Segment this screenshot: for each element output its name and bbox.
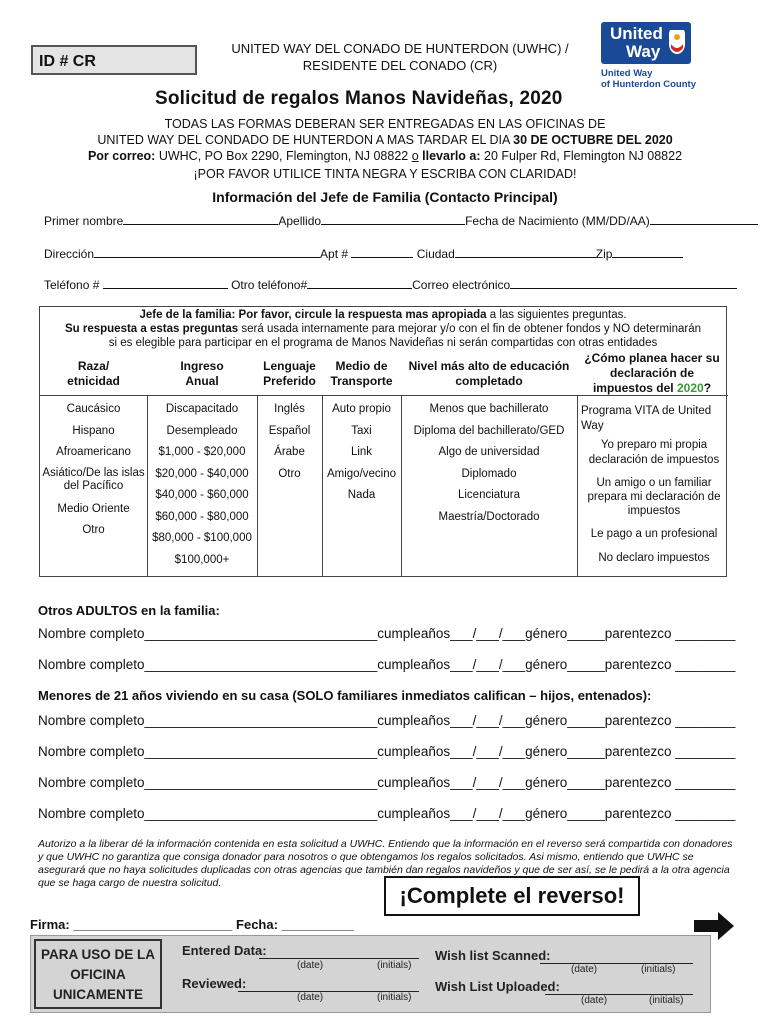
language-header — [257, 359, 322, 389]
minor-bday: cumpleaños___/___/___ — [377, 744, 526, 759]
taxes-option[interactable] — [581, 404, 727, 434]
education-header — [401, 359, 577, 389]
survey-intro-bold-2: Su respuesta a estas preguntas — [64, 323, 239, 335]
language-option[interactable]: Inglés — [274, 403, 305, 415]
adults-title: Otros ADULTOS en la familia: — [38, 603, 220, 618]
adult-rel: parentezco ________ — [604, 626, 736, 641]
minor-gender: género_____ — [525, 806, 605, 821]
address-label: Dirección — [44, 247, 95, 261]
col-divider — [577, 395, 578, 577]
logo-sub-1: United Way — [601, 68, 653, 79]
transport-header-1: Medio de — [335, 359, 388, 373]
minor-row[interactable] — [38, 744, 735, 759]
logo-sub-2: of Hunterdon County — [601, 79, 696, 90]
other-phone-field[interactable] — [307, 277, 412, 289]
adult-row[interactable] — [38, 626, 735, 641]
reviewed-date-caption: (date) — [297, 992, 324, 1003]
adult-row[interactable] — [38, 657, 735, 672]
taxes-option-part: Un amigo o un familiar — [596, 477, 712, 489]
logo-word-1: United — [610, 24, 663, 43]
entered-data-line[interactable] — [259, 944, 419, 959]
reviewed-label: Reviewed: — [182, 976, 247, 991]
name-row — [44, 213, 758, 228]
phone-row — [44, 277, 737, 292]
income-option[interactable]: $100,000+ — [174, 553, 230, 566]
instr-line-2 — [40, 132, 730, 148]
education-header-1: Nivel más alto de educación — [408, 359, 570, 373]
survey-intro-bold-1: Jefe de la familia: Por favor, circule la respuesta mas apropiada — [139, 309, 487, 321]
signature-field[interactable]: Firma: ______________________ — [30, 917, 233, 932]
page-title: Solicitud de regalos Manos Navideñas, 2020 — [155, 88, 563, 109]
address-row — [44, 246, 683, 261]
minor-name: Nombre completo_______________________________ — [38, 744, 378, 759]
mail-label: Por correo: — [87, 149, 156, 163]
minor-bday: cumpleaños___/___/___ — [377, 713, 526, 728]
income-options — [147, 399, 257, 571]
transport-options — [322, 399, 401, 507]
minor-row[interactable] — [38, 806, 735, 821]
adult-rel: parentezco ________ — [604, 657, 736, 672]
education-option[interactable]: Algo de universidad — [438, 446, 540, 458]
taxes-year: 2020 — [676, 381, 704, 395]
taxes-option-part: prepara mi declaración de — [587, 491, 721, 503]
race-header-2: etnicidad — [67, 374, 120, 388]
minor-bday: cumpleaños___/___/___ — [377, 806, 526, 821]
instr-line-3 — [40, 148, 730, 164]
mail-text: UWHC, PO Box 2290, Flemington, NJ 08822 — [155, 149, 412, 163]
adult-name: Nombre completo_______________________________ — [38, 626, 378, 641]
race-option[interactable]: Hispano — [72, 424, 115, 437]
transport-option[interactable]: Amigo/vecino — [326, 467, 397, 480]
hand-sun-icon — [667, 30, 687, 56]
minor-rel: parentezco ________ — [604, 806, 736, 821]
id-label: ID # CR — [39, 53, 96, 70]
other-phone-label: Otro teléfono# — [231, 278, 308, 292]
education-options — [401, 399, 577, 528]
survey-intro-1 — [40, 308, 726, 323]
entered-data-label: Entered Data: — [182, 943, 267, 958]
phone-field[interactable] — [103, 277, 228, 289]
first-name-field[interactable] — [123, 213, 278, 225]
race-option[interactable]: Otro — [82, 524, 105, 536]
race-option[interactable]: Medio Oriente — [57, 502, 130, 515]
last-name-label: Apellido — [278, 214, 322, 228]
survey-intro-rest-1: a las siguientes preguntas. — [486, 309, 627, 321]
race-option-part: Asiático/De las islas — [42, 466, 145, 479]
language-option[interactable]: Árabe — [274, 446, 305, 458]
uploaded-initials-caption: (initials) — [649, 995, 684, 1006]
survey-intro-2 — [40, 322, 726, 337]
minor-name: Nombre completo_______________________________ — [38, 713, 378, 728]
minor-bday: cumpleaños___/___/___ — [377, 775, 526, 790]
email-label: Correo electrónico — [412, 278, 511, 292]
address-field[interactable] — [94, 246, 320, 258]
email-field[interactable] — [510, 277, 737, 289]
entered-date-caption: (date) — [297, 960, 324, 971]
language-option[interactable]: Otro — [278, 467, 301, 480]
transport-header-2: Transporte — [330, 374, 393, 388]
survey-intro-3: si es elegible para participar en el programa de Manos Navideñas ni serán compartidas con otras entidades — [108, 337, 658, 349]
taxes-option-part: Yo preparo mi propia — [600, 439, 708, 451]
org-line-2: RESIDENTE DEL CONADO (CR) — [302, 58, 498, 73]
income-option[interactable]: $80,000 - $100,000 — [152, 532, 252, 544]
entered-initials-caption: (initials) — [377, 960, 412, 971]
instr-prefix: UNITED WAY DEL CONDADO DE HUNTERDON A MAS TARDAR EL DIA — [97, 133, 514, 147]
reviewed-initials-caption: (initials) — [377, 992, 412, 1003]
minor-gender: género_____ — [525, 744, 605, 759]
taxes-header — [577, 351, 727, 396]
income-option[interactable]: Discapacitado — [165, 403, 239, 415]
taxes-options — [581, 404, 727, 566]
instr-line-1: TODAS LAS FORMAS DEBERAN SER ENTREGADAS EN LAS OFICINAS DE — [164, 117, 606, 131]
survey-intro-rest-2: será usada internamente para mejorar y/o con el fin de obtener fondos y NO determinarán — [238, 323, 702, 335]
income-header — [147, 359, 257, 389]
deliver-label: llevarlo a: — [422, 149, 481, 163]
adult-bday: cumpleaños___/___/___ — [377, 626, 526, 641]
adult-gender: género_____ — [525, 657, 605, 672]
race-option[interactable]: Caucásico — [66, 403, 121, 415]
wishlist-scanned-line[interactable] — [540, 949, 693, 964]
language-options — [257, 399, 322, 485]
demographics-survey — [39, 306, 727, 577]
head-of-family-title: Información del Jefe de Familia (Contacto Principal) — [212, 189, 558, 205]
minor-name: Nombre completo_______________________________ — [38, 806, 378, 821]
income-option[interactable]: $1,000 - $20,000 — [158, 446, 246, 458]
language-header-2: Preferido — [263, 374, 316, 388]
united-way-logo — [597, 22, 697, 92]
taxes-header-1: ¿Cómo planea hacer su — [584, 351, 720, 365]
office-label-1: PARA USO DE LA — [40, 947, 155, 962]
office-use-label — [34, 939, 162, 1009]
office-use-box — [30, 935, 711, 1013]
city-field[interactable] — [455, 246, 596, 258]
last-name-field[interactable] — [321, 213, 465, 225]
signature-row — [30, 917, 354, 932]
taxes-option[interactable] — [581, 438, 727, 468]
race-option[interactable]: Afroamericano — [56, 446, 131, 458]
adult-name: Nombre completo_______________________________ — [38, 657, 378, 672]
first-name-label: Primer nombre — [44, 214, 124, 228]
office-label-2: OFICINA — [70, 967, 126, 982]
org-header — [210, 40, 590, 74]
wishlist-uploaded-label: Wish List Uploaded: — [435, 979, 560, 994]
race-header-1: Raza/ — [77, 359, 110, 373]
adult-bday: cumpleaños___/___/___ — [377, 657, 526, 672]
transport-option[interactable]: Link — [350, 446, 373, 458]
deliver-text: 20 Fulper Rd, Flemington NJ 08822 — [480, 149, 683, 163]
taxes-header-3-text: impuestos del — [592, 381, 677, 395]
date-field[interactable]: Fecha: __________ — [236, 917, 354, 932]
education-option[interactable]: Maestría/Doctorado — [438, 510, 540, 523]
income-option[interactable]: $40,000 - $60,000 — [155, 489, 249, 501]
org-line-1: UNITED WAY DEL CONADO DE HUNTERDON (UWHC) / — [231, 41, 569, 56]
transport-option[interactable]: Taxi — [351, 424, 372, 437]
minor-rel: parentezco ________ — [604, 775, 736, 790]
minors-title: Menores de 21 años viviendo en su casa (SOLO familiares inmediatos califican – hijos, entenados): — [38, 688, 652, 703]
authorization-text: Autorizo a la liberar dé la información contenida en esta solicitud a UWHC. Entiendo que la información en el reverso será compartida con donadores y que UWHC no garantiza que consiga donador para nosotros o que obtengamos los regalos solicitados. Asi mismo, entiendo que UWHC se asegurará que no haya solicitudes duplicadas con otras agencias que también dan regalos navideños y que de ser así, se le pedirá a la otra agencia que se haga cargo de nuestra solicitud. — [38, 838, 733, 889]
minor-name: Nombre completo_______________________________ — [38, 775, 378, 790]
uploaded-date-caption: (date) — [581, 995, 608, 1006]
phone-label: Teléfono # — [44, 278, 100, 292]
ink-note: ¡POR FAVOR UTILICE TINTA NEGRA Y ESCRIBA CON CLARIDAD! — [193, 167, 577, 181]
minor-rel: parentezco ________ — [604, 744, 736, 759]
race-option-part: del Pacífico — [63, 479, 124, 492]
zip-field[interactable] — [612, 246, 683, 258]
taxes-header-3 — [577, 381, 727, 396]
taxes-option-part: Programa VITA de United — [581, 405, 712, 417]
education-option[interactable]: Menos que bachillerato — [429, 403, 549, 415]
taxes-header-end: ? — [703, 381, 712, 395]
income-header-2: Anual — [185, 374, 219, 388]
scanned-initials-caption: (initials) — [641, 964, 676, 975]
complete-reverse-banner: ¡Complete el reverso! — [384, 876, 640, 916]
education-option[interactable]: Diploma del bachillerato/GED — [413, 424, 565, 437]
minor-row[interactable] — [38, 775, 735, 790]
race-header — [40, 359, 147, 389]
education-option[interactable]: Diplomado — [461, 467, 517, 480]
minor-row[interactable] — [38, 713, 735, 728]
office-label-3: UNICAMENTE — [53, 987, 143, 1002]
transport-option[interactable]: Nada — [347, 489, 376, 501]
minor-gender: género_____ — [525, 775, 605, 790]
taxes-option[interactable] — [581, 476, 727, 518]
dob-field[interactable] — [650, 213, 758, 225]
education-option[interactable]: Licenciatura — [457, 489, 520, 501]
income-header-1: Ingreso — [180, 359, 224, 373]
taxes-option-part: declaración de impuestos — [588, 454, 720, 466]
scanned-date-caption: (date) — [571, 964, 598, 975]
wishlist-scanned-label: Wish list Scanned: — [435, 948, 551, 963]
id-box[interactable] — [31, 45, 197, 75]
taxes-option-part: Way — [581, 420, 604, 432]
income-option[interactable]: Desempleado — [166, 424, 238, 437]
reviewed-line[interactable] — [238, 977, 419, 992]
or-text: o — [411, 149, 419, 163]
wishlist-uploaded-line[interactable] — [545, 980, 693, 995]
taxes-option-part: impuestos — [627, 505, 681, 517]
apt-label: Apt # — [320, 247, 349, 261]
race-options — [40, 399, 147, 542]
language-option[interactable]: Español — [268, 424, 311, 437]
adult-gender: género_____ — [525, 626, 605, 641]
dob-label: Fecha de Nacimiento (MM/DD/AA) — [465, 214, 650, 228]
minor-gender: género_____ — [525, 713, 605, 728]
taxes-option[interactable]: No declaro impuestos — [598, 552, 710, 564]
logo-subtitle — [601, 68, 696, 90]
zip-label: Zip — [595, 247, 613, 261]
race-option[interactable] — [40, 464, 147, 493]
minor-rel: parentezco ________ — [604, 713, 736, 728]
income-option[interactable]: $20,000 - $40,000 — [155, 467, 249, 480]
transport-option[interactable]: Auto propio — [332, 403, 391, 415]
city-label: Ciudad — [416, 247, 455, 261]
apt-field[interactable] — [351, 246, 413, 258]
taxes-header-2: declaración de — [609, 366, 695, 380]
taxes-option[interactable]: Le pago a un profesional — [590, 528, 718, 540]
income-option[interactable]: $60,000 - $80,000 — [155, 510, 249, 523]
language-header-1: Lenguaje — [263, 359, 316, 373]
education-header-2: completado — [455, 374, 523, 388]
logo-word-2: Way — [626, 42, 661, 61]
logo-badge — [601, 22, 691, 64]
deadline: 30 DE OCTUBRE DEL 2020 — [513, 133, 673, 147]
transport-header — [322, 359, 401, 389]
